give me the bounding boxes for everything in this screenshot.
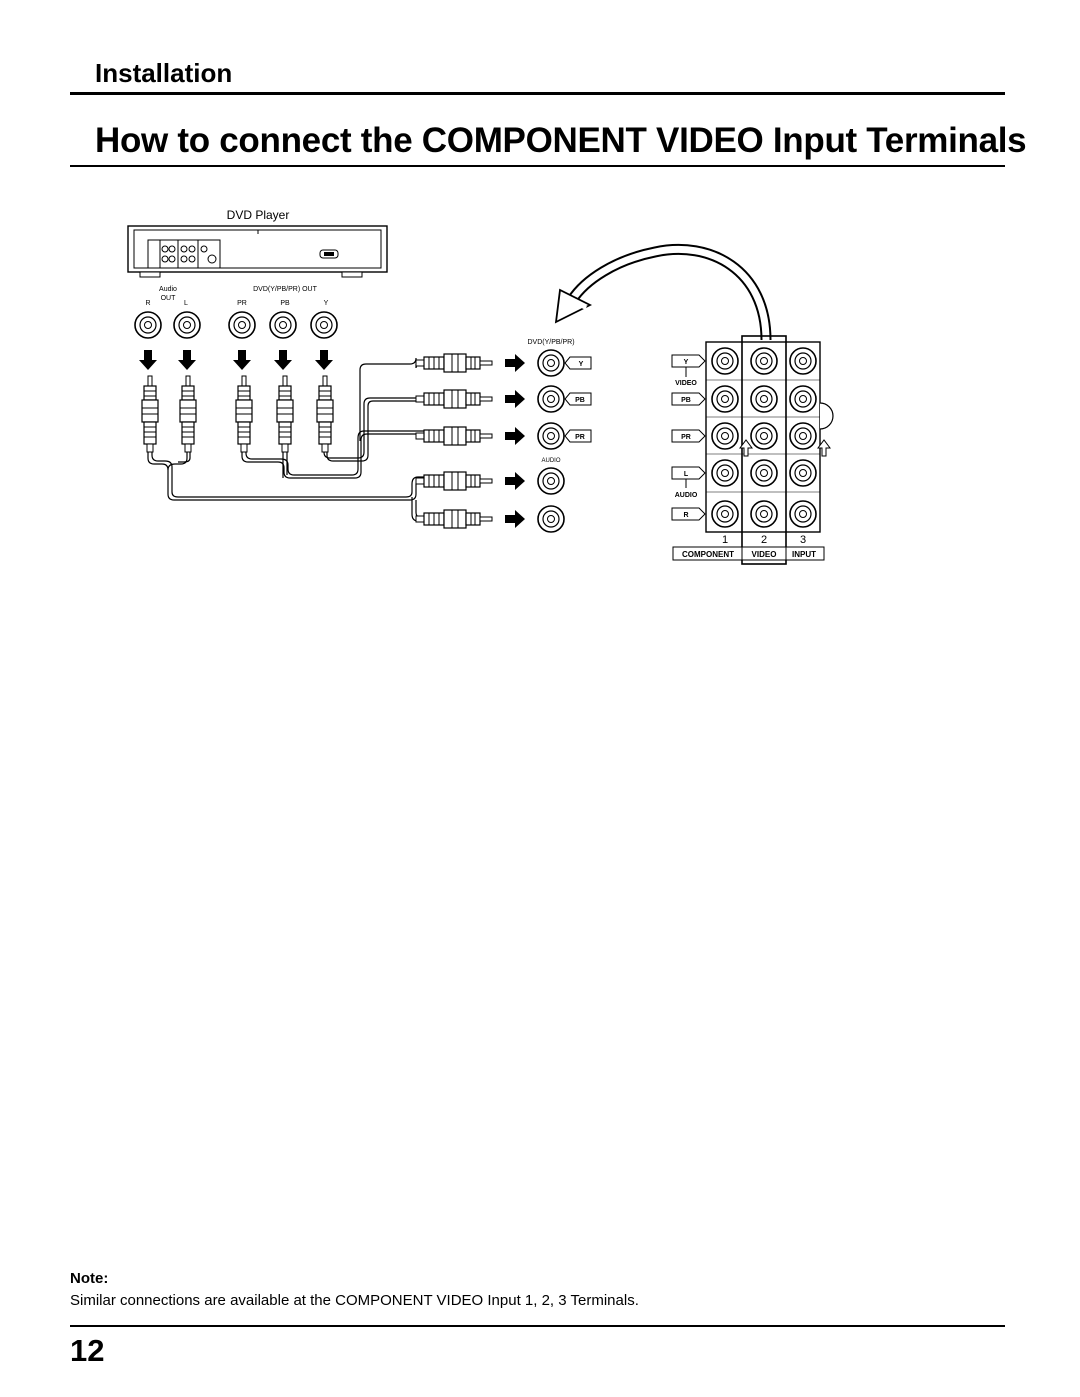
panel-video-label: VIDEO — [675, 380, 697, 387]
plug-h-pr — [416, 427, 492, 445]
right-arrow-icon — [505, 427, 525, 445]
note-text: Similar connections are available at the COMPONENT VIDEO Input 1, 2, 3 Terminals. — [70, 1292, 639, 1309]
jack-y-out — [311, 312, 337, 338]
footer-input: INPUT — [792, 550, 816, 559]
right-arrow-icon — [505, 354, 525, 372]
panel-pb-label: PB — [681, 397, 691, 404]
right-arrow-icon — [505, 390, 525, 408]
jack-pr-out — [229, 312, 255, 338]
down-arrow-icon — [233, 350, 251, 370]
header-rule — [70, 92, 1005, 95]
section-title: Installation — [95, 58, 233, 88]
l-label: L — [184, 300, 188, 307]
device-label: DVD Player — [226, 208, 290, 222]
note-label: Note: — [70, 1270, 109, 1287]
plug-audio-l — [180, 376, 196, 452]
down-arrow-icon — [139, 350, 157, 370]
dvd-out-label: DVD(Y/PB/PR) OUT — [253, 286, 317, 293]
panel-l-label: L — [683, 471, 689, 478]
panel-y-label: Y — [683, 359, 689, 366]
page-number: 12 — [70, 1333, 105, 1368]
down-arrow-icon — [178, 350, 196, 370]
jack-audio-l-in — [538, 468, 564, 494]
col-3-label: 3 — [799, 534, 807, 546]
plug-audio-r — [142, 376, 158, 452]
dvd-player — [128, 226, 387, 277]
jack-pb-out — [270, 312, 296, 338]
panel-pr-label: PR — [681, 434, 691, 441]
pr-out-label: PR — [237, 300, 247, 307]
plug-pr — [236, 376, 252, 452]
plug-h-pb — [416, 390, 492, 408]
plug-h-y — [416, 354, 492, 372]
down-arrow-icon — [274, 350, 292, 370]
tag-y: Y — [578, 361, 584, 368]
plug-y — [317, 376, 333, 452]
y-out-label: Y — [323, 300, 329, 307]
out-label: OUT — [160, 295, 176, 302]
jack-audio-l — [174, 312, 200, 338]
panel-r-label: R — [683, 512, 689, 519]
tag-pr: PR — [575, 434, 585, 441]
plug-pb — [277, 376, 293, 452]
r-label: R — [145, 300, 151, 307]
jack-pb-in — [538, 386, 564, 412]
connection-diagram — [0, 195, 1080, 575]
right-arrow-icon — [505, 510, 525, 528]
pb-out-label: PB — [280, 300, 290, 307]
down-arrow-icon — [315, 350, 333, 370]
right-arrow-icon — [505, 472, 525, 490]
jack-audio-r-in — [538, 506, 564, 532]
dvd-in-label: DVD(Y/PB/PR) — [527, 339, 575, 346]
jack-y-in — [538, 350, 564, 376]
plug-h-audio-r — [416, 510, 492, 528]
col-1-label: 1 — [721, 534, 729, 546]
curved-arrow-icon — [556, 249, 766, 340]
audio-in-label: AUDIO — [541, 458, 561, 464]
title-rule — [70, 165, 1005, 167]
audio-out-label: Audio — [159, 286, 177, 293]
jack-audio-r — [135, 312, 161, 338]
col-2-label: 2 — [760, 534, 768, 546]
tag-pb: PB — [575, 397, 585, 404]
page-title: How to connect the COMPONENT VIDEO Input Terminals — [95, 121, 1027, 160]
footer-video: VIDEO — [751, 550, 777, 559]
jack-pr-in — [538, 423, 564, 449]
panel-audio-label: AUDIO — [674, 492, 698, 499]
plug-h-audio-l — [416, 472, 492, 490]
footer-component: COMPONENT — [682, 550, 734, 559]
footer-rule — [70, 1325, 1005, 1327]
